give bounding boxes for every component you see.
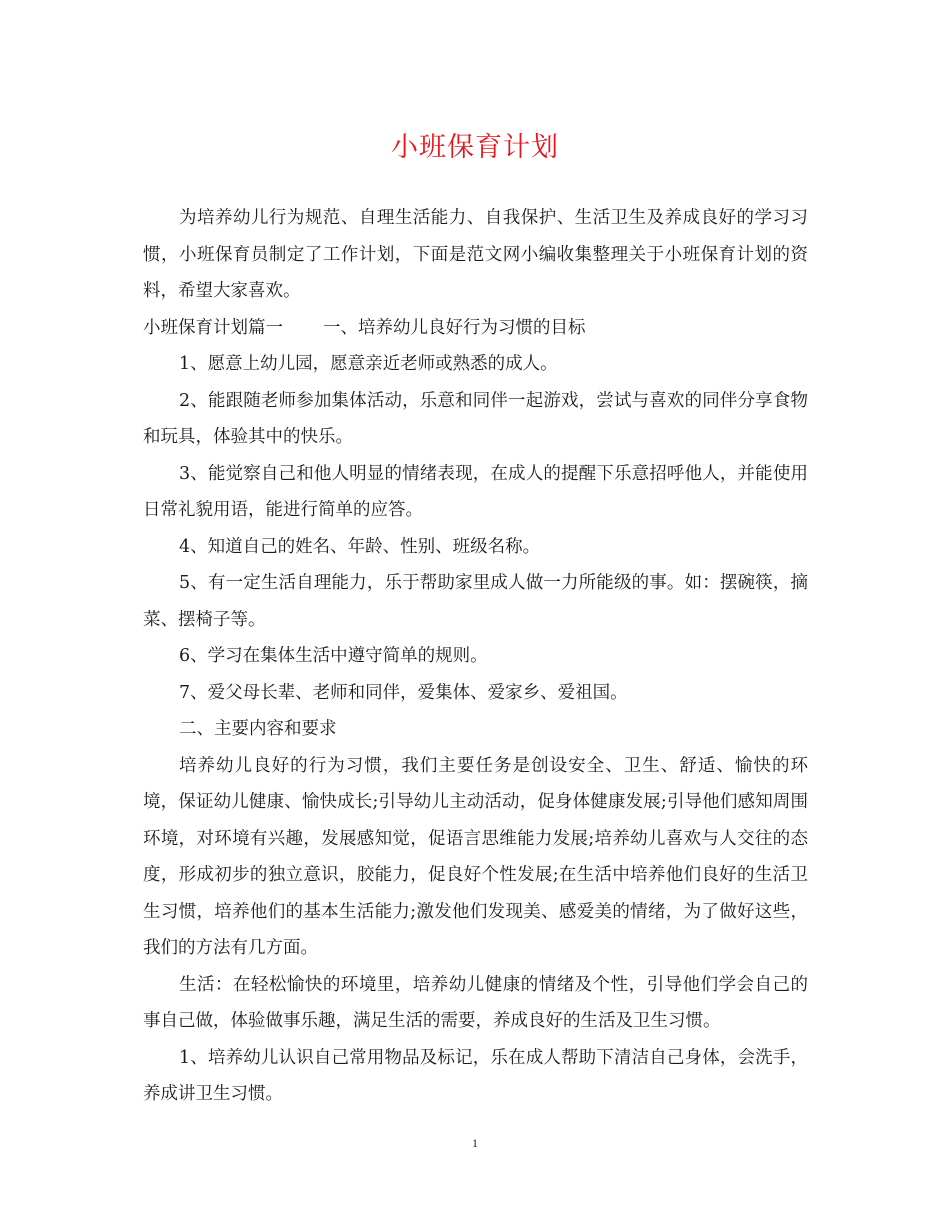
goal-item-3: 3、能觉察自己和他人明显的情绪表现，在成人的提醒下乐意招呼他人，并能使用日常礼貌用语，能进行简单的应答。: [143, 463, 808, 520]
section-heading-subtitle: 一、培养幼儿良好行为习惯的目标: [323, 317, 586, 338]
intro-paragraph: 为培养幼儿行为规范、自理生活能力、自我保护、生活卫生及养成良好的学习习惯，小班保育员制定了工作计划，下面是范文网小编收集整理关于小班保育计划的资料，希望大家喜欢。: [143, 208, 808, 301]
goal-item-2: 2、能跟随老师参加集体活动，乐意和同伴一起游戏，尝试与喜欢的同伴分享食物和玩具，体验其中的快乐。: [143, 390, 808, 447]
content-paragraph: 培养幼儿良好的行为习惯，我们主要任务是创设安全、卫生、舒适、愉快的环境，保证幼儿健康、愉快成长;引导幼儿主动活动，促身体健康发展;引导他们感知周围环境，对环境有兴趣，发展感知觉，促语言思维能力发展;培养幼儿喜欢与人交往的态度，形成初步的独立意识，胶能力，促良好个性发展;在生活中培养他们良好的生活卫生习惯，培养他们的基本生活能力;激发他们发现美、感爱美的情绪，为了做好这些，我们的方法有几方面。: [143, 755, 808, 958]
subheading-content: 二、主要内容和要求: [179, 719, 337, 739]
goal-item-4: 4、知道自己的姓名、年龄、性别、班级名称。: [179, 536, 541, 557]
life-item-1: 1、培养幼儿认识自己常用物品及标记，乐在成人帮助下清洁自己身体，会洗手，养成讲卫生习惯。: [143, 1047, 808, 1104]
section-heading: [143, 310, 808, 347]
document-body: [143, 200, 808, 1113]
goal-item-1: 1、愿意上幼儿园，愿意亲近老师或熟悉的成人。: [179, 354, 558, 374]
goal-item-6: 6、学习在集体生活中遵守简单的规则。: [179, 646, 488, 666]
life-paragraph: 生活：在轻松愉快的环境里，培养幼儿健康的情绪及个性，引导他们学会自己的事自己做，体验做事乐趣，满足生活的需要，养成良好的生活及卫生习惯。: [143, 974, 808, 1031]
section-heading-title: 小班保育计划篇一: [143, 317, 283, 338]
goal-item-7: 7、爱父母长辈、老师和同伴，爱集体、爱家乡、爱祖国。: [179, 682, 628, 703]
document-title: 小班保育计划: [391, 132, 559, 163]
goal-item-5: 5、有一定生活自理能力，乐于帮助家里成人做一力所能级的事。如：摆碗筷，摘菜、摆椅子等。: [143, 573, 808, 630]
page-number: 1: [472, 1136, 478, 1150]
